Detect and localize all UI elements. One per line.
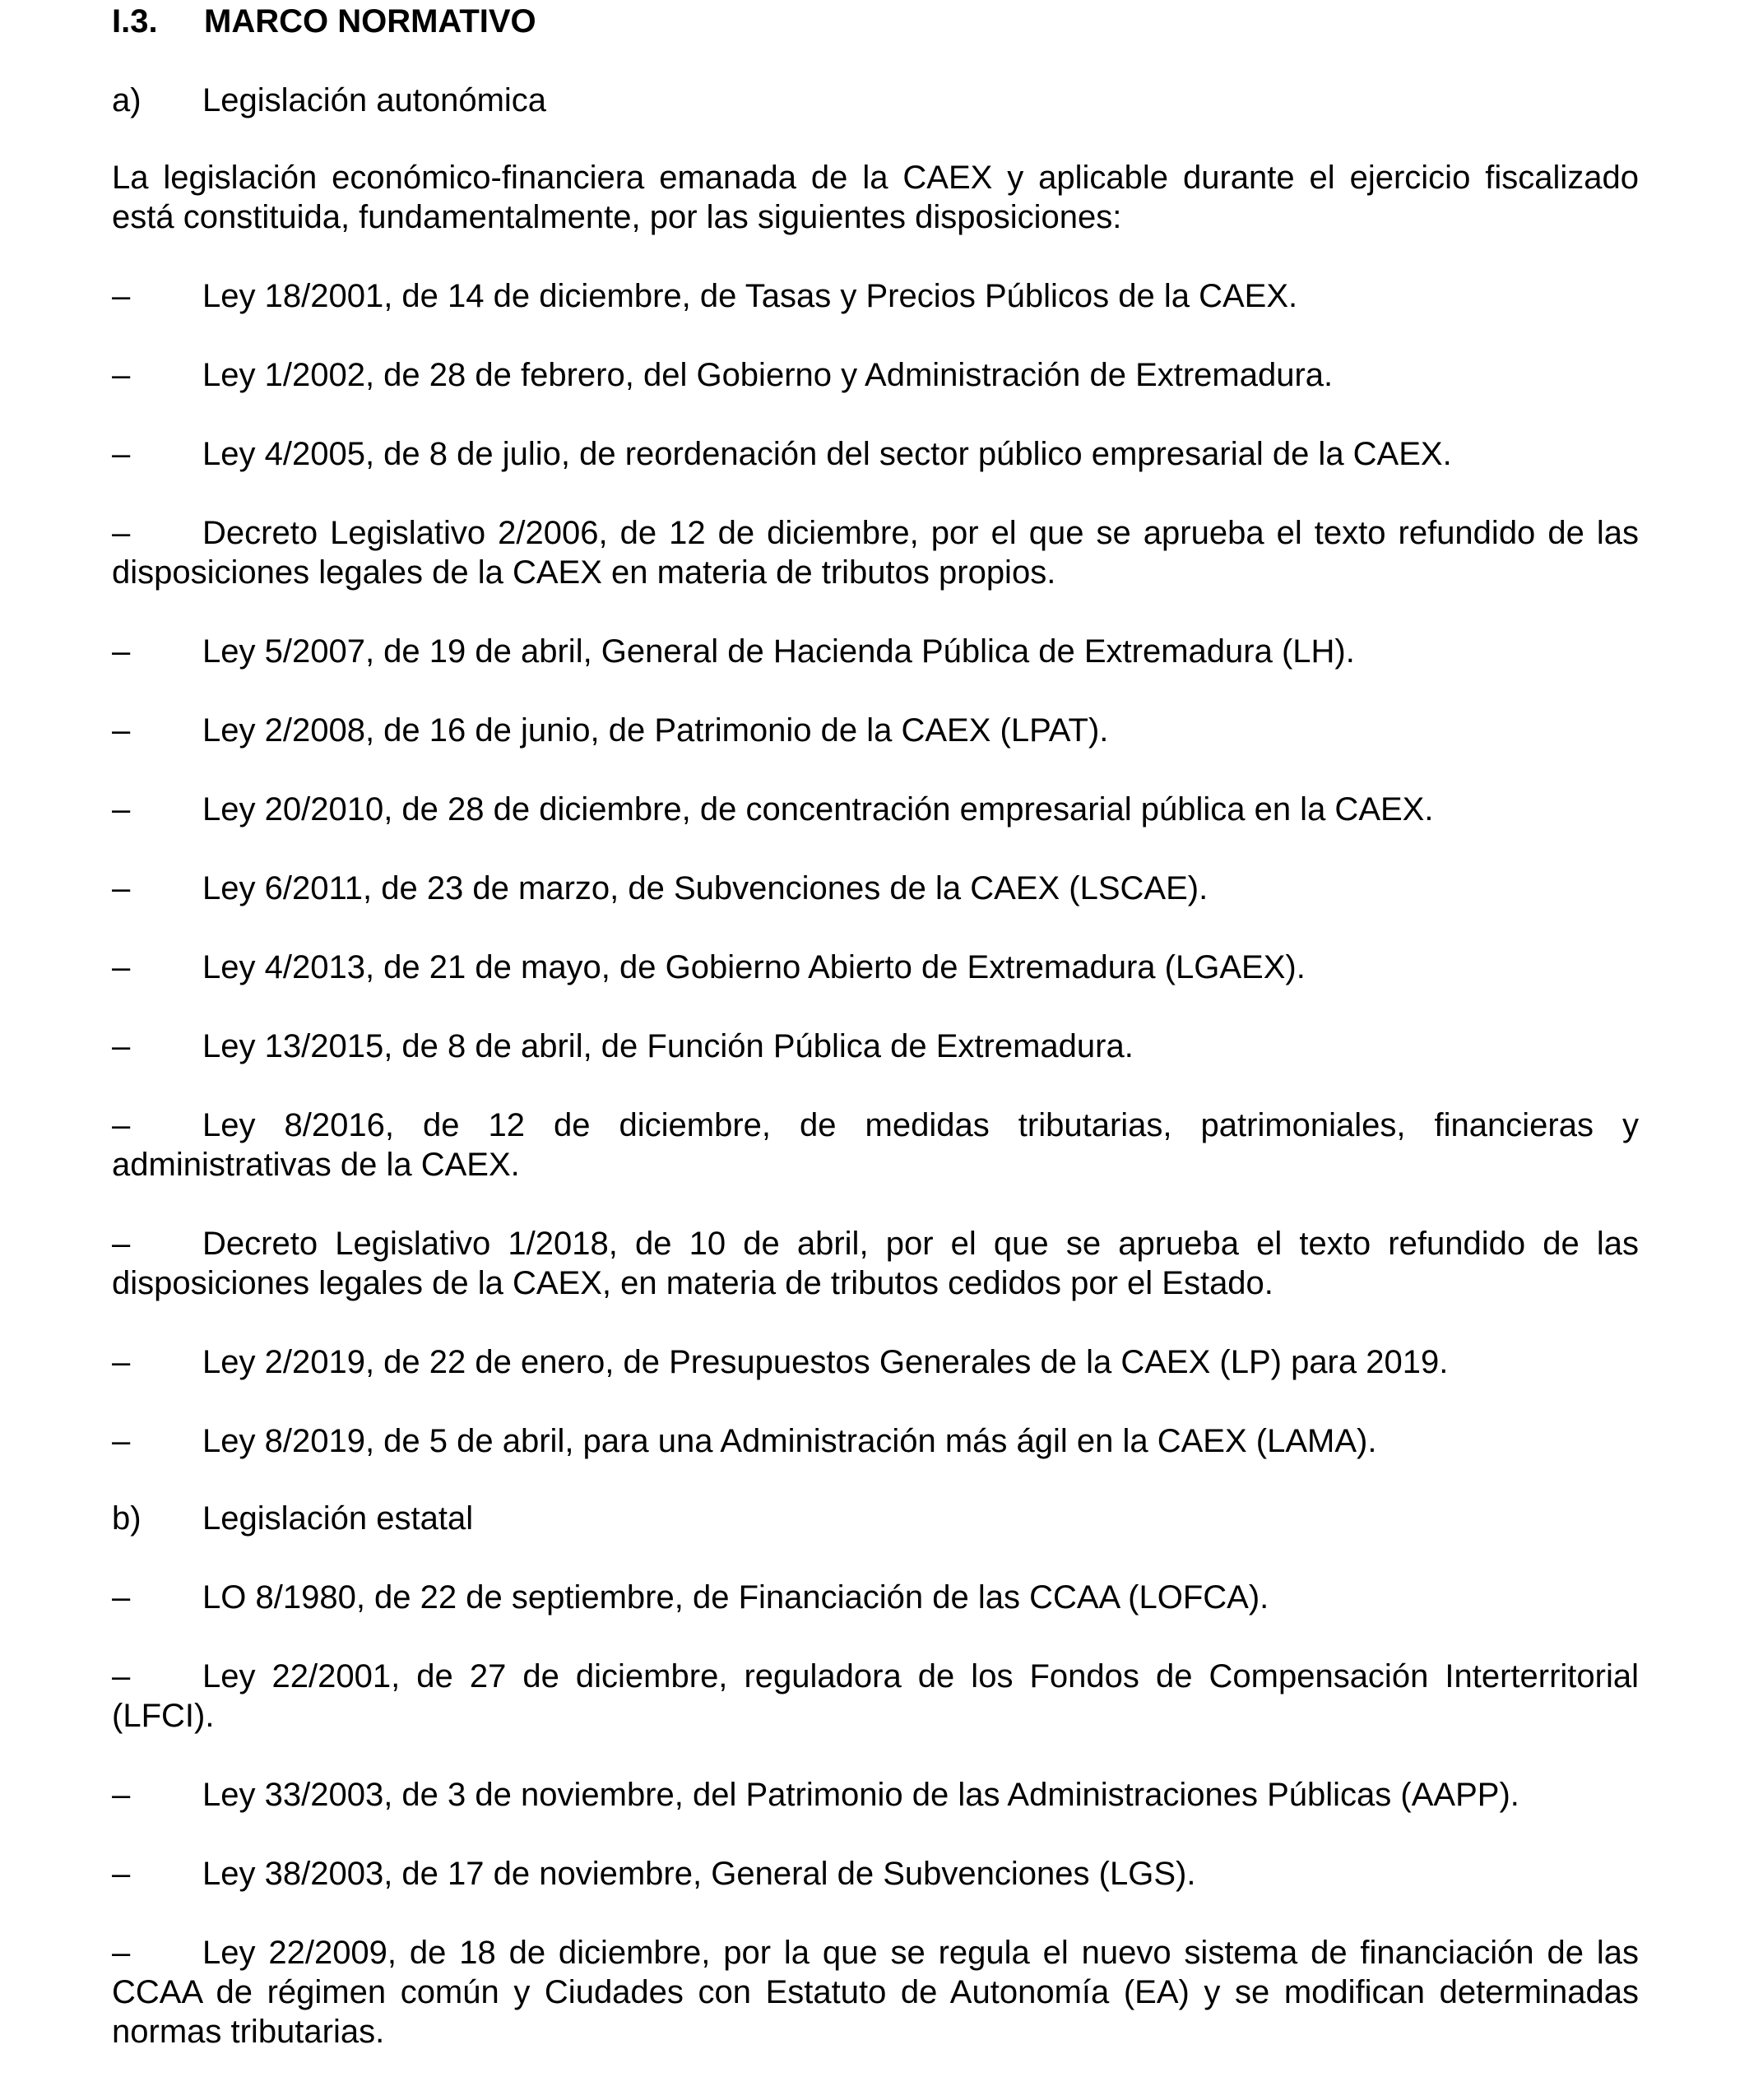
- list-item-text: Ley 18/2001, de 14 de diciembre, de Tasas y Precios Públicos de la CAEX.: [202, 278, 1298, 314]
- list-item-text: Ley 20/2010, de 28 de diciembre, de concentración empresarial pública en la CAEX.: [202, 791, 1434, 827]
- list-item-text: Decreto Legislativo 1/2018, de 10 de abril, por el que se aprueba el texto refundido de las disposiciones legales de la CAEX, en materia de tributos cedidos por el Estado.: [112, 1226, 1639, 1301]
- list-item: [112, 434, 1639, 474]
- list-item-text: Decreto Legislativo 2/2006, de 12 de diciembre, por el que se aprueba el texto refundido de las disposiciones legales de la CAEX en materia de tributos propios.: [112, 515, 1639, 591]
- list-item-text: Ley 38/2003, de 17 de noviembre, General de Subvenciones (LGS).: [202, 1856, 1196, 1892]
- list-item-text: Ley 5/2007, de 19 de abril, General de Hacienda Pública de Extremadura (LH).: [202, 633, 1355, 670]
- list-item: [112, 948, 1639, 987]
- list-item: [112, 711, 1639, 750]
- list-item: [112, 513, 1639, 592]
- bullet-dash: –: [112, 870, 131, 906]
- bullet-dash: –: [112, 1107, 131, 1143]
- section-number: I.3.: [112, 3, 158, 39]
- bullet-dash: –: [112, 949, 131, 985]
- bullet-dash: –: [112, 1028, 131, 1064]
- list-item: [112, 1657, 1639, 1736]
- list-item: [112, 1342, 1639, 1382]
- list-item: [112, 276, 1639, 316]
- bullet-dash: –: [112, 1579, 131, 1616]
- subsection-title: Legislación autonómica: [202, 82, 547, 118]
- intro-paragraph: La legislación económico-financiera emanada de la CAEX y aplicable durante el ejercicio fiscalizado está constituida, fundamentalmente, por las siguientes disposiciones:: [112, 160, 1639, 235]
- list-item: [112, 1854, 1639, 1894]
- list-item-text: Ley 22/2001, de 27 de diciembre, reguladora de los Fondos de Compensación Interterritorial (LFCI).: [112, 1658, 1639, 1734]
- list-item-text: Ley 4/2005, de 8 de julio, de reordenación del sector público empresarial de la CAEX.: [202, 436, 1452, 472]
- list-item: [112, 790, 1639, 829]
- bullet-dash: –: [112, 791, 131, 827]
- list-item-text: LO 8/1980, de 22 de septiembre, de Financiación de las CCAA (LOFCA).: [202, 1579, 1269, 1616]
- list-item-text: Ley 8/2016, de 12 de diciembre, de medidas tributarias, patrimoniales, financieras y administrativas de la CAEX.: [112, 1107, 1639, 1183]
- subsection-letter: a): [112, 82, 141, 118]
- subsection-title: Legislación estatal: [202, 1500, 474, 1537]
- bullet-dash: –: [112, 712, 131, 749]
- subsection-heading-estatal: [112, 1499, 1639, 1538]
- list-item-text: Ley 2/2008, de 16 de junio, de Patrimonio de la CAEX (LPAT).: [202, 712, 1109, 749]
- document-page: [112, 0, 1639, 2051]
- list-item: [112, 355, 1639, 395]
- bullet-dash: –: [112, 1856, 131, 1892]
- list-item: [112, 1578, 1639, 1617]
- bullet-dash: –: [112, 633, 131, 670]
- bullet-dash: –: [112, 278, 131, 314]
- bullet-dash: –: [112, 357, 131, 393]
- subsection-heading-autonomica: [112, 81, 1639, 120]
- bullet-dash: –: [112, 1344, 131, 1380]
- list-item: [112, 1775, 1639, 1815]
- list-item-text: Ley 8/2019, de 5 de abril, para una Administración más ágil en la CAEX (LAMA).: [202, 1423, 1377, 1459]
- bullet-dash: –: [112, 515, 131, 551]
- list-item-text: Ley 22/2009, de 18 de diciembre, por la que se regula el nuevo sistema de financiación de las CCAA de régimen común y Ciudades con Estatuto de Autonomía (EA) y se modifican determinadas normas tributarias.: [112, 1935, 1639, 2050]
- list-item: [112, 869, 1639, 908]
- list-item: [112, 1106, 1639, 1184]
- section-title: MARCO NORMATIVO: [204, 3, 536, 39]
- bullet-dash: –: [112, 1935, 131, 1971]
- subsection-letter: b): [112, 1500, 141, 1537]
- bullet-dash: –: [112, 1658, 131, 1694]
- list-item-text: Ley 4/2013, de 21 de mayo, de Gobierno Abierto de Extremadura (LGAEX).: [202, 949, 1306, 985]
- list-item: [112, 1421, 1639, 1461]
- list-item: [112, 1224, 1639, 1303]
- list-item-text: Ley 33/2003, de 3 de noviembre, del Patrimonio de las Administraciones Públicas (AAPP).: [202, 1777, 1519, 1813]
- bullet-dash: –: [112, 1777, 131, 1813]
- list-item-text: Ley 2/2019, de 22 de enero, de Presupuestos Generales de la CAEX (LP) para 2019.: [202, 1344, 1449, 1380]
- list-item-text: Ley 13/2015, de 8 de abril, de Función Pública de Extremadura.: [202, 1028, 1134, 1064]
- list-item: [112, 1027, 1639, 1066]
- bullet-dash: –: [112, 1226, 131, 1262]
- section-heading: [112, 0, 1639, 43]
- bullet-dash: –: [112, 1423, 131, 1459]
- list-item-text: Ley 6/2011, de 23 de marzo, de Subvenciones de la CAEX (LSCAE).: [202, 870, 1209, 906]
- list-item: [112, 632, 1639, 671]
- bullet-dash: –: [112, 436, 131, 472]
- list-item: [112, 1933, 1639, 2051]
- list-item-text: Ley 1/2002, de 28 de febrero, del Gobierno y Administración de Extremadura.: [202, 357, 1334, 393]
